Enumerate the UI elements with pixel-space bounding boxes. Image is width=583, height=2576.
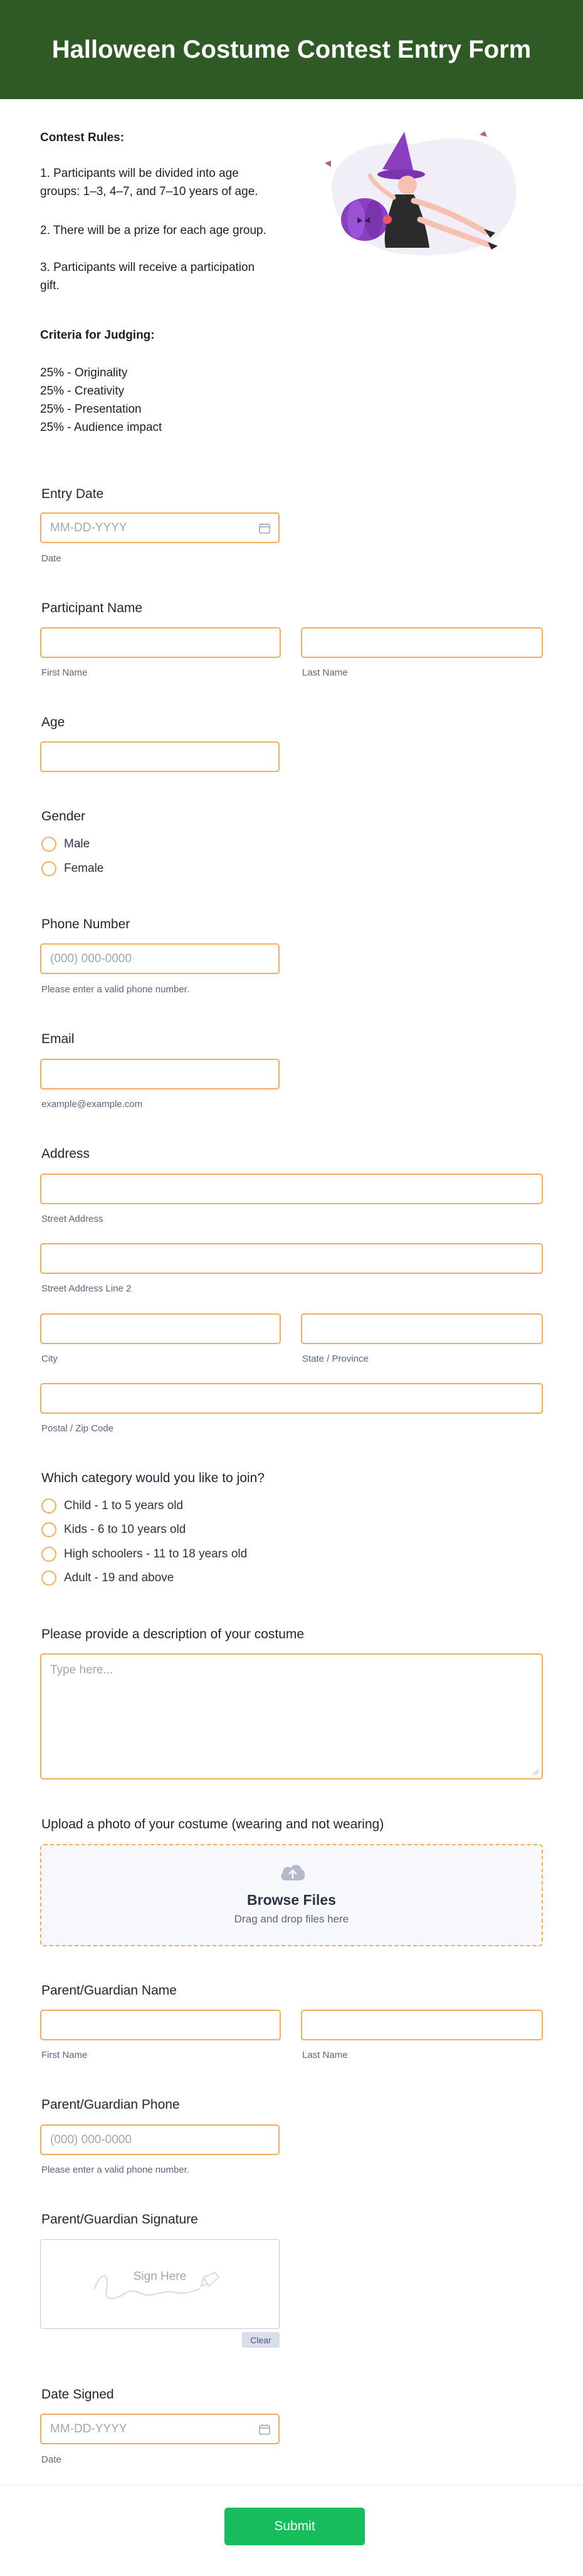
street-address-input[interactable] — [40, 1174, 543, 1204]
last-name-sublabel: Last Name — [302, 667, 348, 678]
phone-label: Phone Number — [41, 917, 130, 931]
upload-label: Upload a photo of your costume (wearing and not wearing) — [41, 1817, 384, 1831]
form-title: Halloween Costume Contest Entry Form — [51, 35, 532, 63]
address-label: Address — [41, 1147, 90, 1161]
criteria-heading: Criteria for Judging: — [40, 329, 155, 342]
participant-name-label: Participant Name — [41, 601, 143, 615]
radio-button[interactable] — [41, 1522, 56, 1537]
date-signed-label: Date Signed — [41, 2387, 114, 2402]
radio-label: Female — [64, 862, 104, 875]
date-signed-sublabel: Date — [41, 2454, 61, 2465]
guardian-phone-input[interactable] — [40, 2124, 280, 2155]
file-upload-dropzone[interactable] — [40, 1844, 543, 1946]
state-sublabel: State / Province — [302, 1354, 369, 1364]
calendar-icon[interactable] — [258, 2423, 271, 2436]
participant-last-name-input[interactable] — [301, 627, 543, 658]
description-textarea[interactable] — [40, 1653, 543, 1779]
criteria-item: 25% - Originality — [40, 366, 128, 379]
radio-button[interactable] — [41, 837, 56, 852]
radio-button[interactable] — [41, 1547, 56, 1562]
category-label: Which category would you like to join? — [41, 1471, 265, 1485]
radio-label: Kids - 6 to 10 years old — [64, 1523, 186, 1536]
guardian-last-name-sublabel: Last Name — [302, 2050, 348, 2060]
email-label: Email — [41, 1032, 75, 1046]
guardian-first-name-sublabel: First Name — [41, 2050, 88, 2060]
resize-grip-icon[interactable] — [532, 1768, 539, 1776]
description-placeholder: Type here... — [50, 1663, 113, 1677]
radio-button[interactable] — [41, 1498, 56, 1513]
email-sublabel: example@example.com — [41, 1099, 143, 1110]
date-signed-placeholder: MM-DD-YYYY — [50, 2422, 127, 2436]
phone-placeholder: (000) 000-0000 — [50, 952, 132, 965]
email-input[interactable] — [40, 1059, 280, 1089]
rule-2: 2. There will be a prize for each age group. — [40, 224, 266, 237]
category-option-kids[interactable] — [41, 1522, 186, 1537]
category-option-high-schoolers[interactable] — [41, 1547, 247, 1562]
entry-date-label: Entry Date — [41, 487, 104, 501]
city-input[interactable] — [40, 1313, 281, 1344]
participant-first-name-input[interactable] — [40, 627, 281, 658]
entry-date-input[interactable] — [40, 512, 280, 543]
criteria-item: 25% - Audience impact — [40, 421, 162, 434]
cloud-upload-icon — [278, 1862, 307, 1883]
first-name-sublabel: First Name — [41, 667, 88, 678]
criteria-item: 25% - Presentation — [40, 403, 142, 416]
category-option-adult[interactable] — [41, 1571, 174, 1586]
radio-label: Adult - 19 and above — [64, 1571, 174, 1584]
gender-option-female[interactable] — [41, 861, 103, 876]
footer-divider — [0, 2485, 583, 2486]
calendar-icon[interactable] — [258, 522, 271, 534]
guardian-phone-sublabel: Please enter a valid phone number. — [41, 2165, 189, 2175]
phone-sublabel: Please enter a valid phone number. — [41, 984, 189, 995]
rule-1-line-1: 1. Participants will be divided into age — [40, 167, 239, 180]
sign-here-hint: Sign Here — [133, 2270, 187, 2283]
rule-3-line-2: gift. — [40, 279, 60, 292]
submit-button[interactable]: Submit — [224, 2508, 365, 2545]
entry-date-placeholder: MM-DD-YYYY — [50, 521, 127, 534]
guardian-first-name-input[interactable] — [40, 2010, 281, 2040]
radio-button[interactable] — [41, 861, 56, 876]
entry-date-sublabel: Date — [41, 553, 61, 564]
category-option-child[interactable] — [41, 1498, 183, 1513]
clear-signature-button[interactable]: Clear — [242, 2332, 280, 2348]
signature-pad[interactable] — [40, 2239, 280, 2329]
radio-button[interactable] — [41, 1571, 56, 1586]
postal-code-sublabel: Postal / Zip Code — [41, 1423, 114, 1434]
form-header — [0, 0, 583, 99]
guardian-last-name-input[interactable] — [301, 2010, 543, 2040]
guardian-name-label: Parent/Guardian Name — [41, 1983, 177, 1998]
browse-files-button[interactable]: Browse Files — [247, 1892, 336, 1908]
street-address-line-2-input[interactable] — [40, 1243, 543, 1274]
radio-label: Male — [64, 837, 90, 851]
rule-1-line-2: groups: 1–3, 4–7, and 7–10 years of age. — [40, 185, 258, 198]
drag-drop-hint: Drag and drop files here — [234, 1913, 349, 1925]
rules-heading: Contest Rules: — [40, 131, 125, 144]
postal-code-input[interactable] — [40, 1383, 543, 1414]
radio-label: High schoolers - 11 to 18 years old — [64, 1547, 248, 1561]
city-sublabel: City — [41, 1354, 58, 1364]
rule-3-line-1: 3. Participants will receive a participation — [40, 261, 255, 274]
phone-input[interactable] — [40, 943, 280, 974]
street-address-sublabel: Street Address — [41, 1214, 103, 1224]
age-label: Age — [41, 715, 65, 729]
age-input[interactable] — [40, 741, 280, 772]
radio-label: Child - 1 to 5 years old — [64, 1499, 184, 1512]
date-signed-input[interactable] — [40, 2414, 280, 2444]
gender-option-male[interactable] — [41, 837, 90, 852]
gender-label: Gender — [41, 809, 86, 824]
criteria-item: 25% - Creativity — [40, 384, 125, 398]
street-address-line-2-sublabel: Street Address Line 2 — [41, 1283, 132, 1294]
guardian-phone-label: Parent/Guardian Phone — [41, 2097, 180, 2112]
state-input[interactable] — [301, 1313, 543, 1344]
description-label: Please provide a description of your costume — [41, 1627, 305, 1641]
guardian-phone-placeholder: (000) 000-0000 — [50, 2133, 132, 2146]
signature-label: Parent/Guardian Signature — [41, 2212, 198, 2227]
witch-illustration — [320, 125, 527, 263]
